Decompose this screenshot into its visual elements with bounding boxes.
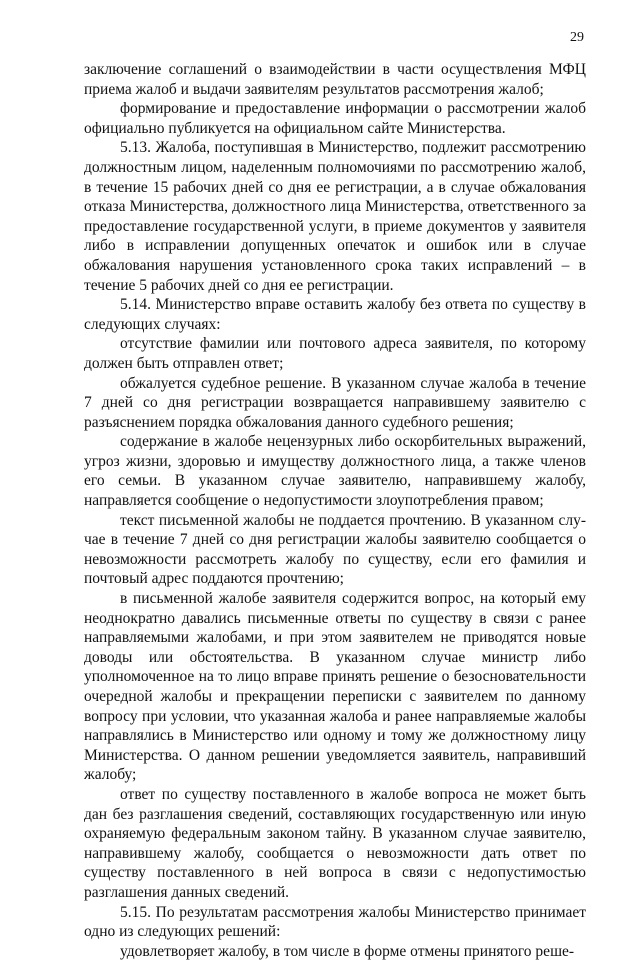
paragraph-mfc-agreements: заключение соглашений о взаимодействии в части осуществления МФЦ приема жалоб и выдачи заявителям результатов рассмотрения жалоб; (84, 61, 586, 98)
paragraph-obscene-content: содержание в жалобе нецензурных либо оскорбительных выражений, угроз жизни, здоровью и имуществу должностного лица, а также членов его семьи. В указанном случае заявителю, направившему жалобу, направляется сообщение о недопустимости злоупотребления правом; (84, 433, 586, 510)
paragraph-publication: формирование и предоставление информации о рассмотрении жалоб официально публикуется на официальном сайте Министерства. (84, 100, 586, 137)
paragraph-unreadable-text: текст письменной жалобы не поддается прочтению. В указанном случае в течение 7 дней со дня регистрации жалобы заявителю сообщается о невозможности рассмотреть жалобу по существу, если его фамилия и почтовый адрес поддаются прочтению; (84, 511, 586, 588)
document-body (84, 60, 586, 961)
paragraph-repeated-question: в письменной жалобе заявителя содержится вопрос, на который ему неоднократно давались письменные ответы по существу в связи с ранее направляемыми жалобами, и при этом заявителем не приводятся новые доводы или обстоятельства. В указанном случае министр либо уполномоченное на то лицо вправе принять решение о безосновательности очередной жалобы и прекращении переписки с заявителем по данному вопросу при условии, что указанная жалоба и ранее направляемые жалобы направлялись в Министерство или одному и тому же должностному лицу Министерства. О данном решении уведомляется заявитель, направивший жалобу; (84, 590, 586, 784)
page-number: 29 (570, 30, 584, 45)
paragraph-5-14: 5.14. Министерство вправе оставить жалобу без ответа по существу в следующих случаях: (84, 296, 586, 333)
paragraph-satisfies-complaint: удовлетворяет жалобу, в том числе в форме отмены принятого реше- (120, 942, 575, 960)
paragraph-state-secret: ответ по существу поставленного в жалобе вопроса не может быть дан без разглашения сведений, составляющих государственную или иную охраняемую федеральным законом тайну. В указанном случае заявителю, направившему жалобу, сообщается о невозможности дать ответ по существу поставленного в ней вопроса в связи с недопустимостью разглашения данных сведений. (84, 785, 586, 901)
paragraph-court-decision: обжалуется судебное решение. В указанном случае жалоба в течение 7 дней со дня регистрации возвращается направившему заявителю с разъяснением порядка обжалования данного судебного решения; (84, 374, 586, 431)
paragraph-no-surname: отсутствие фамилии или почтового адреса заявителя, по которому должен быть отправлен ответ; (84, 335, 586, 372)
paragraph-5-13: 5.13. Жалоба, поступившая в Министерство, подлежит рассмотрению должностным лицом, наделенным полномочиями по рассмотрению жалоб, в течение 15 рабочих дней со дня ее регистрации, а в случае обжалования отказа Министерства, должностного лица Министерства, ответственного за предоставление государственной услуги, в приеме документов у заявителя либо в исправлении допущенных опечаток и ошибок или в случае обжалования нарушения установленного срока таких исправлений – в течение 5 рабочих дней со дня ее регистрации. (84, 139, 586, 294)
paragraph-5-15: 5.15. По результатам рассмотрения жалобы Министерство принимает одно из следующих решений: (84, 903, 586, 941)
